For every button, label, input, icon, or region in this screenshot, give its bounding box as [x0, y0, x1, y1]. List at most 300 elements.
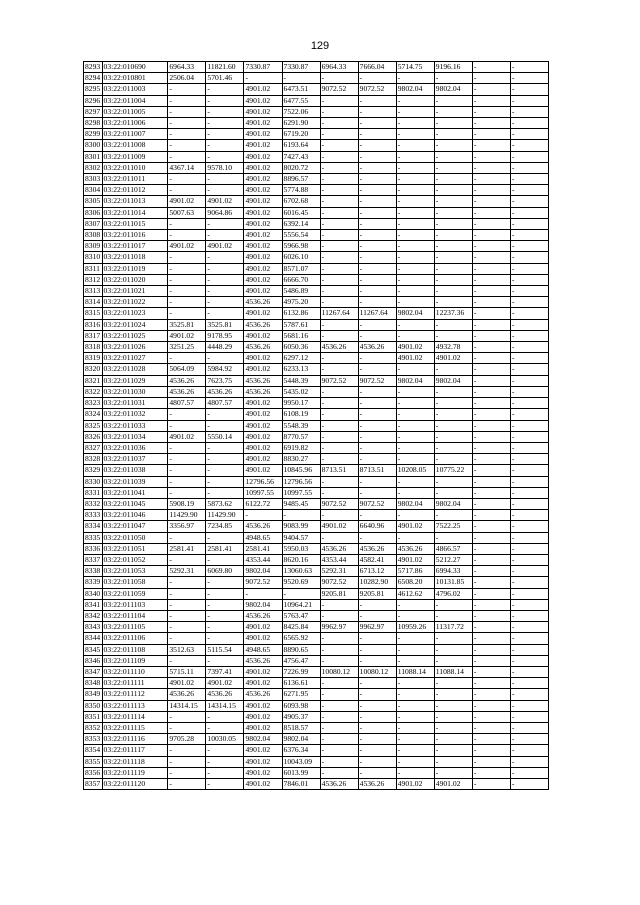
table-cell-id: 8294	[85, 73, 101, 83]
table-cell-c10: -	[510, 319, 548, 330]
table-cell-c10: -	[510, 95, 548, 106]
table-cell-c1: -	[168, 465, 206, 476]
table-cell-c3: 4536.26	[244, 610, 282, 621]
table-cell-c5: 9072.52	[320, 84, 358, 95]
table-cell-c8: -	[434, 319, 472, 330]
table-cell-c9: -	[472, 767, 510, 778]
table-cell-c9: -	[472, 129, 510, 140]
table-cell-c1: 5292.31	[168, 566, 206, 577]
table-row	[84, 151, 549, 162]
table-cell-c7: -	[396, 689, 434, 700]
table-row	[84, 398, 549, 409]
table-cell-c6: -	[358, 610, 396, 621]
table-cell-c1: -	[168, 756, 206, 767]
table-cell-time: 03:22:011047	[102, 521, 168, 532]
table-cell-id: 8302	[85, 162, 101, 172]
table-cell-time: 03:22:011021	[102, 286, 168, 297]
table-cell-c8: 9802.04	[434, 375, 472, 386]
table-cell-c7: -	[396, 510, 434, 521]
table-cell-time: 03:22:011118	[102, 756, 168, 767]
table-cell-c9: -	[472, 633, 510, 644]
table-cell-c4: 6271.95	[282, 689, 320, 700]
table-cell-c1: -	[168, 95, 206, 106]
table-cell-c2: 4536.26	[206, 386, 244, 397]
table-cell-c1: -	[168, 588, 206, 599]
table-row	[84, 106, 549, 117]
table-cell-id: 8339	[85, 577, 101, 587]
table-cell-c4: 6297.12	[282, 353, 320, 364]
table-cell-c9: -	[472, 207, 510, 218]
table-cell-c5: 9072.52	[320, 498, 358, 509]
table-cell-c6: -	[358, 510, 396, 521]
table-cell-c2: -	[206, 779, 244, 790]
table-cell-id: 8313	[85, 286, 101, 296]
table-cell-c1: -	[168, 174, 206, 185]
table-cell-c8: -	[434, 297, 472, 308]
table-cell-c1: -	[168, 532, 206, 543]
table-cell-c1: 4536.26	[168, 689, 206, 700]
table-cell-c5: 6964.33	[320, 62, 358, 73]
table-cell-c8: -	[434, 207, 472, 218]
table-cell-c7: -	[396, 756, 434, 767]
table-cell-id: 8348	[85, 678, 101, 688]
table-row	[84, 62, 549, 73]
table-cell-c5: -	[320, 476, 358, 487]
table-row	[84, 420, 549, 431]
table-cell-c1: -	[168, 129, 206, 140]
table-cell-id: 8336	[85, 543, 101, 553]
table-cell-c3: 4901.02	[244, 162, 282, 173]
table-cell-c10: -	[510, 330, 548, 341]
table-cell-c7: -	[396, 442, 434, 453]
table-cell-c7: 4901.02	[396, 779, 434, 790]
table-cell-c8: -	[434, 241, 472, 252]
table-cell-c4: 5774.88	[282, 185, 320, 196]
table-cell-time: 03:22:011027	[102, 353, 168, 364]
table-cell-c5: -	[320, 655, 358, 666]
table-cell-c5: -	[320, 263, 358, 274]
table-cell-c5: -	[320, 218, 358, 229]
table-cell-c2: 7234.85	[206, 521, 244, 532]
table-cell-c3: 4901.02	[244, 151, 282, 162]
table-cell-time: 03:22:011020	[102, 274, 168, 285]
table-cell-c5: -	[320, 274, 358, 285]
table-cell-c7: -	[396, 174, 434, 185]
table-cell-id: 8293	[85, 62, 101, 71]
table-cell-c6: -	[358, 644, 396, 655]
table-cell-time: 03:22:011059	[102, 588, 168, 599]
table-cell-id: 8341	[85, 599, 101, 609]
table-cell-id: 8311	[84, 263, 103, 274]
table-cell-c10: -	[510, 454, 548, 465]
table-cell-c7: -	[396, 73, 434, 84]
table-cell-c7: -	[396, 398, 434, 409]
table-cell-c5: 8713.51	[320, 465, 358, 476]
table-cell-id: 8318	[85, 342, 101, 352]
table-cell-c4: 10845.96	[282, 465, 320, 476]
table-cell-c6: -	[358, 756, 396, 767]
table-cell-c1: -	[168, 286, 206, 297]
table-cell-c7: -	[396, 140, 434, 151]
table-cell-c2: -	[206, 263, 244, 274]
table-cell-c1: -	[168, 722, 206, 733]
table-cell-c9: -	[472, 409, 510, 420]
table-cell-time: 03:22:011011	[102, 174, 168, 185]
table-cell-c3: 4901.02	[244, 274, 282, 285]
table-row	[84, 73, 549, 84]
table-cell-c6: -	[358, 599, 396, 610]
table-cell-c9: -	[472, 274, 510, 285]
table-cell-c3: 4901.02	[244, 700, 282, 711]
table-cell-c2: 4448.29	[206, 342, 244, 353]
table-cell-c7: -	[396, 633, 434, 644]
table-cell-time: 03:22:011105	[102, 622, 168, 633]
table-cell-c10: -	[510, 577, 548, 588]
table-cell-c6: 4582.41	[358, 554, 396, 565]
table-row	[84, 521, 549, 532]
table-cell-id: 8351	[85, 711, 101, 721]
table-cell-c9: -	[472, 218, 510, 229]
table-cell-time: 03:22:011046	[102, 510, 168, 521]
table-cell-c4: 5556.54	[282, 230, 320, 241]
table-cell-c1: -	[168, 420, 206, 431]
table-cell-time: 03:22:011038	[102, 465, 168, 476]
table-cell-c8: -	[434, 252, 472, 263]
table-cell-c7: -	[396, 409, 434, 420]
table-cell-id: 8324	[85, 409, 101, 419]
table-cell-c3: 4901.02	[244, 95, 282, 106]
table-cell-c1: 4536.26	[168, 386, 206, 397]
table-cell-c4: 7522.06	[282, 106, 320, 117]
table-cell-c8: -	[434, 689, 472, 700]
table-cell-c9: -	[472, 566, 510, 577]
table-cell-c3: 4536.26	[244, 342, 282, 353]
table-cell-c4: 7226.99	[282, 666, 320, 677]
table-cell-c1: 4901.02	[168, 431, 206, 442]
table-cell-c9: -	[472, 353, 510, 364]
table-cell-c5: -	[320, 286, 358, 297]
table-row	[84, 644, 549, 655]
table-cell-c6: -	[358, 230, 396, 241]
table-cell-time: 03:22:011050	[102, 532, 168, 543]
table-cell-c9: -	[472, 476, 510, 487]
table-cell-c7: -	[396, 722, 434, 733]
table-cell-c1: 4367.14	[168, 162, 206, 173]
table-row	[84, 610, 549, 621]
table-cell-c5: 4353.44	[320, 554, 358, 565]
table-cell-c8: -	[434, 106, 472, 117]
table-cell-c5: -	[320, 722, 358, 733]
table-cell-c5: -	[320, 95, 358, 106]
table-cell-c6: -	[358, 398, 396, 409]
table-cell-c4: 12796.56	[282, 476, 320, 487]
table-cell-c1: 3356.97	[168, 521, 206, 532]
table-cell-c7: -	[396, 364, 434, 375]
table-cell-c4: 5763.47	[282, 610, 320, 621]
table-cell-time: 03:22:011014	[102, 207, 168, 218]
table-cell-c4: 6026.10	[282, 252, 320, 263]
table-cell-c7: -	[396, 286, 434, 297]
table-cell-c9: -	[472, 577, 510, 588]
table-cell-id: 8314	[85, 297, 101, 307]
table-row	[84, 319, 549, 330]
table-cell-c2: -	[206, 442, 244, 453]
table-cell-c6: 10080.12	[358, 666, 396, 677]
table-cell-c4: 8020.72	[282, 162, 320, 173]
table-cell-c10: -	[510, 588, 548, 599]
table-row	[84, 588, 549, 599]
table-cell-c5: -	[320, 230, 358, 241]
table-row	[84, 375, 549, 386]
table-cell-id: 8355	[85, 756, 101, 766]
table-cell-c8: 10775.22	[434, 465, 472, 476]
table-cell-c4: 9950.17	[282, 398, 320, 409]
table-cell-c2: -	[206, 722, 244, 733]
table-cell-c6: -	[358, 286, 396, 297]
table-cell-c4: 4975.20	[282, 297, 320, 308]
table-cell-c2: 11821.60	[206, 62, 244, 73]
table-cell-id: 8307	[85, 218, 101, 228]
table-row	[84, 286, 549, 297]
table-cell-c10: -	[510, 476, 548, 487]
table-cell-time: 03:22:011003	[102, 84, 168, 95]
table-cell-id: 8295	[85, 84, 101, 94]
table-cell-c2: 4901.02	[206, 678, 244, 689]
table-row	[84, 297, 549, 308]
table-row	[84, 364, 549, 375]
table-cell-time: 03:22:011013	[102, 196, 168, 207]
table-row	[84, 745, 549, 756]
table-cell-c3: 4901.02	[244, 756, 282, 767]
table-cell-c3: 4901.02	[244, 84, 282, 95]
table-cell-c10: -	[510, 610, 548, 621]
table-cell-time: 03:22:010690	[102, 62, 168, 73]
table-cell-c2: -	[206, 588, 244, 599]
table-cell-c5: -	[320, 454, 358, 465]
table-cell-c8: -	[434, 129, 472, 140]
table-cell-c2: -	[206, 185, 244, 196]
table-cell-id: 8343	[85, 622, 101, 632]
table-cell-c8: -	[434, 431, 472, 442]
table-cell-c8: -	[434, 655, 472, 666]
table-cell-c4: 9485.45	[282, 498, 320, 509]
table-cell-c3: 12796.56	[244, 476, 282, 487]
table-cell-c3: 4901.02	[244, 779, 282, 790]
table-cell-c4: 10043.09	[282, 756, 320, 767]
table-cell-c9: -	[472, 756, 510, 767]
table-cell-id: 8331	[85, 487, 101, 497]
table-cell-c10: -	[510, 431, 548, 442]
table-cell-c7: 4901.02	[396, 554, 434, 565]
table-cell-c10: -	[510, 566, 548, 577]
table-cell-c3: 4901.02	[244, 286, 282, 297]
table-cell-id: 8297	[85, 106, 101, 116]
table-cell-c4: 8890.65	[282, 644, 320, 655]
table-cell-time: 03:22:011111	[102, 678, 168, 689]
table-cell-c3: 6122.72	[244, 498, 282, 509]
table-cell-c10: -	[510, 353, 548, 364]
table-cell-id: 8306	[85, 207, 101, 217]
table-cell-c2: -	[206, 409, 244, 420]
table-cell-c1: -	[168, 151, 206, 162]
table-cell-time: 03:22:011008	[102, 140, 168, 151]
table-cell-c7: -	[396, 218, 434, 229]
table-cell-c4: 5486.89	[282, 286, 320, 297]
table-cell-c9: -	[472, 700, 510, 711]
table-cell-c3: 4901.02	[244, 767, 282, 778]
table-cell-c1: 11429.90	[168, 510, 206, 521]
table-cell-id: 8312	[85, 274, 101, 284]
table-cell-c8: 4866.57	[434, 543, 472, 554]
table-cell-time: 03:22:011004	[102, 95, 168, 106]
table-cell-id: 8304	[85, 185, 101, 195]
table-cell-c8: -	[434, 409, 472, 420]
table-row	[84, 241, 549, 252]
table-row	[84, 577, 549, 588]
table-cell-c6: -	[358, 711, 396, 722]
table-row	[84, 129, 549, 140]
table-cell-c3: 4901.02	[244, 622, 282, 633]
table-cell-id: 8325	[85, 420, 101, 430]
table-cell-c1: 4901.02	[168, 241, 206, 252]
table-cell-c1: -	[168, 487, 206, 498]
table-cell-c4: 6666.70	[282, 274, 320, 285]
table-cell-c7: -	[396, 734, 434, 745]
table-row	[84, 308, 549, 319]
table-cell-c10: -	[510, 487, 548, 498]
table-cell-c8: 9802.04	[434, 498, 472, 509]
table-cell-c8: -	[434, 185, 472, 196]
table-cell-c7: -	[396, 644, 434, 655]
table-cell-id: 8323	[85, 398, 101, 408]
table-cell-c2: -	[206, 476, 244, 487]
table-cell-c10: -	[510, 666, 548, 677]
table-cell-c5: -	[320, 207, 358, 218]
table-cell-c1: -	[168, 442, 206, 453]
table-cell-c8: -	[434, 644, 472, 655]
table-cell-c3: 10997.55	[244, 487, 282, 498]
table-row	[84, 767, 549, 778]
table-cell-c4: 8770.57	[282, 431, 320, 442]
table-cell-c2: -	[206, 610, 244, 621]
table-cell-c1: -	[168, 308, 206, 319]
table-row	[84, 386, 549, 397]
table-cell-c2: -	[206, 554, 244, 565]
table-cell-c10: -	[510, 84, 548, 95]
table-cell-c4: 6392.14	[282, 218, 320, 229]
table-cell-c5: -	[320, 151, 358, 162]
table-cell-c3: 4901.02	[244, 196, 282, 207]
table-cell-c5: -	[320, 644, 358, 655]
table-cell-c3: 4536.26	[244, 386, 282, 397]
table-cell-c4: 6093.98	[282, 700, 320, 711]
table-cell-c7: 4612.62	[396, 588, 434, 599]
table-cell-c3: 4901.02	[244, 431, 282, 442]
table-cell-c3: 4901.02	[244, 666, 282, 677]
table-cell-time: 03:22:011113	[102, 700, 168, 711]
table-cell-c3: 4901.02	[244, 420, 282, 431]
table-cell-c10: -	[510, 218, 548, 229]
table-cell-c4: 5950.03	[282, 543, 320, 554]
table-cell-id: 8342	[85, 610, 101, 620]
table-cell-c2: -	[206, 711, 244, 722]
table-cell-c6: 4536.26	[358, 779, 396, 790]
table-cell-c9: -	[472, 140, 510, 151]
table-cell-c9: -	[472, 678, 510, 689]
table-row	[84, 756, 549, 767]
table-cell-c10: -	[510, 398, 548, 409]
table-cell-c2: 10030.05	[206, 734, 244, 745]
table-cell-time: 03:22:011023	[102, 308, 168, 319]
table-cell-c6: -	[358, 442, 396, 453]
table-cell-c8: 7522.25	[434, 521, 472, 532]
table-cell-c5: -	[320, 510, 358, 521]
data-table	[83, 61, 549, 790]
table-cell-c6: 9072.52	[358, 84, 396, 95]
table-cell-c2: -	[206, 420, 244, 431]
table-cell-c3: 4901.02	[244, 230, 282, 241]
table-cell-c10: -	[510, 543, 548, 554]
table-cell-id: 8334	[85, 521, 101, 531]
table-row	[84, 252, 549, 263]
table-cell-time: 03:22:011036	[102, 442, 168, 453]
table-cell-c5: -	[320, 196, 358, 207]
table-cell-time: 03:22:011058	[102, 577, 168, 588]
table-cell-c4: 6291.90	[282, 118, 320, 129]
table-cell-c10: -	[510, 554, 548, 565]
table-cell-c10: -	[510, 196, 548, 207]
table-cell-c8: 4901.02	[434, 353, 472, 364]
table-cell-c8: -	[434, 162, 472, 173]
table-cell-c1: -	[168, 84, 206, 95]
table-cell-c9: -	[472, 319, 510, 330]
table-cell-c6: -	[358, 274, 396, 285]
table-row	[84, 487, 549, 498]
table-cell-c4: 5548.39	[282, 420, 320, 431]
table-cell-time: 03:22:011037	[102, 454, 168, 465]
table-cell-id: 8345	[85, 644, 101, 654]
table-cell-c5: -	[320, 174, 358, 185]
table-cell-c2: 4901.02	[206, 241, 244, 252]
table-cell-c4: 6016.45	[282, 207, 320, 218]
table-cell-c9: -	[472, 252, 510, 263]
table-cell-c7: -	[396, 420, 434, 431]
table-cell-time: 03:22:011108	[102, 644, 168, 655]
table-cell-c2: 4807.57	[206, 398, 244, 409]
table-cell-c2: -	[206, 622, 244, 633]
table-cell-c1: 4807.57	[168, 398, 206, 409]
table-cell-c8: -	[434, 734, 472, 745]
table-cell-id: 8352	[85, 722, 101, 732]
table-cell-c4: 6013.99	[282, 767, 320, 778]
table-cell-c9: -	[472, 498, 510, 509]
table-cell-c2: -	[206, 655, 244, 666]
table-cell-c9: -	[472, 297, 510, 308]
table-cell-c9: -	[472, 95, 510, 106]
table-cell-c4: 9520.69	[282, 577, 320, 588]
table-row	[84, 666, 549, 677]
table-cell-c4: 8571.07	[282, 263, 320, 274]
table-cell-c9: -	[472, 554, 510, 565]
table-cell-c4: 8830.27	[282, 454, 320, 465]
table-cell-id: 8346	[85, 655, 101, 665]
table-cell-c1: -	[168, 767, 206, 778]
table-cell-c1: 3251.25	[168, 342, 206, 353]
table-cell-c5: -	[320, 129, 358, 140]
table-cell-c1: -	[168, 140, 206, 151]
table-cell-time: 03:22:011005	[102, 106, 168, 117]
table-cell-c2: -	[206, 84, 244, 95]
